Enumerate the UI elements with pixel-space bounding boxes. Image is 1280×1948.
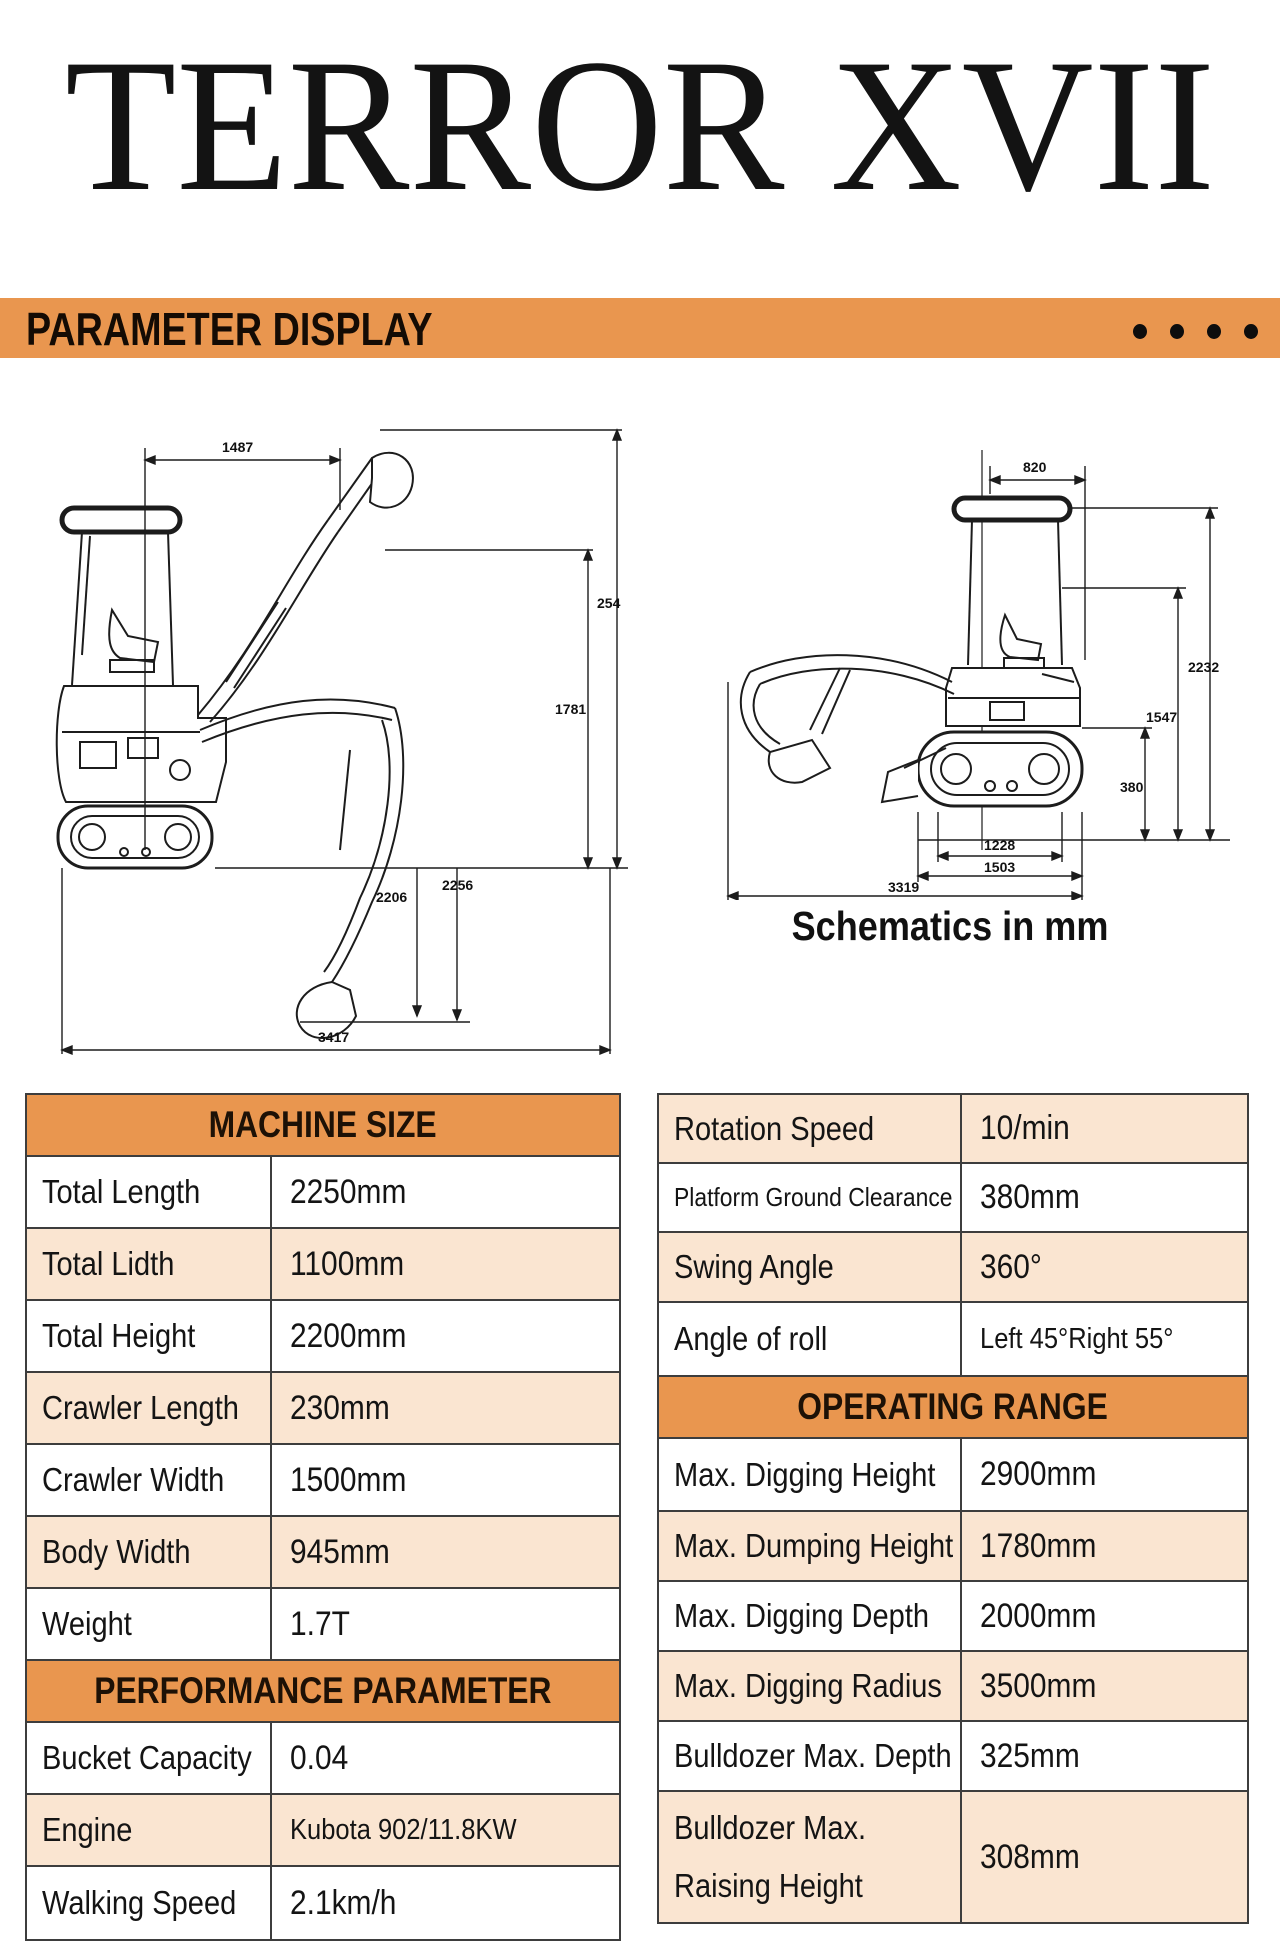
table-row: Total Lidth 1100mm [27, 1229, 619, 1301]
table-header-machine-size: MACHINE SIZE [27, 1095, 619, 1157]
dot-icon [1170, 324, 1184, 339]
side-view-schematic [50, 420, 650, 1075]
excavator-cab [954, 498, 1070, 668]
dot-icon [1207, 324, 1221, 339]
dim-label: 3417 [318, 1029, 350, 1045]
excavator-body [57, 686, 226, 802]
excavator-tracks [918, 732, 1082, 806]
dim-label: 2206 [376, 889, 408, 905]
table-header-performance: PERFORMANCE PARAMETER [27, 1661, 619, 1723]
banner-label: PARAMETER DISPLAY [26, 303, 433, 355]
table-row: Bulldozer Max. Raising Height 308mm [659, 1792, 1247, 1922]
boom-raised [198, 453, 413, 722]
digging-arm [200, 699, 403, 1038]
table-row: Crawler Length 230mm [27, 1373, 619, 1445]
dim-label: 2232 [1188, 659, 1220, 675]
dot-icon [1244, 324, 1258, 339]
table-row: Max. Dumping Height 1780mm [659, 1512, 1247, 1582]
table-row: Bucket Capacity 0.04 [27, 1723, 619, 1795]
table-row: Total Height 2200mm [27, 1301, 619, 1373]
dim-label: 1781 [555, 701, 587, 717]
table-row: Body Width 945mm [27, 1517, 619, 1589]
excavator-cab [62, 508, 180, 685]
machine-size-table [25, 1093, 621, 1941]
dim-label: 820 [1023, 459, 1047, 475]
parameter-display-banner [0, 298, 1280, 358]
operating-range-table [657, 1093, 1249, 1924]
dim-label: 380 [1120, 779, 1144, 795]
dim-label: 1487 [222, 439, 254, 455]
excavator-tracks [58, 806, 212, 868]
dim-label: 2256 [442, 877, 474, 893]
table-row: Max. Digging Radius 3500mm [659, 1652, 1247, 1722]
dim-label: 3319 [888, 879, 920, 895]
dim-label: 1228 [984, 837, 1016, 853]
banner-dots [1133, 324, 1258, 339]
dim-label: 1547 [1146, 709, 1178, 725]
table-row: Max. Digging Height 2900mm [659, 1439, 1247, 1512]
table-row: Total Length 2250mm [27, 1157, 619, 1229]
table-row: Bulldozer Max. Depth 325mm [659, 1722, 1247, 1792]
table-row: Platform Ground Clearance 380mm [659, 1164, 1247, 1233]
page-title: TERROR XVII [64, 21, 1216, 231]
table-row: Weight 1.7T [27, 1589, 619, 1661]
dim-label: 1503 [984, 859, 1016, 875]
table-row: Walking Speed 2.1km/h [27, 1867, 619, 1939]
dim-label: 254 [597, 595, 621, 611]
table-row: Swing Angle 360° [659, 1233, 1247, 1303]
table-header-operating-range: OPERATING RANGE [659, 1377, 1247, 1439]
schematics-caption: Schematics in mm [791, 903, 1109, 949]
excavator-body [946, 668, 1080, 726]
table-row: Angle of roll Left 45°Right 55° [659, 1303, 1247, 1377]
table-row: Rotation Speed 10/min [659, 1095, 1247, 1164]
table-row: Crawler Width 1500mm [27, 1445, 619, 1517]
dot-icon [1133, 324, 1147, 339]
rear-view-schematic [690, 430, 1270, 900]
table-row: Engine Kubota 902/11.8KW [27, 1795, 619, 1867]
table-row: Max. Digging Depth 2000mm [659, 1582, 1247, 1652]
